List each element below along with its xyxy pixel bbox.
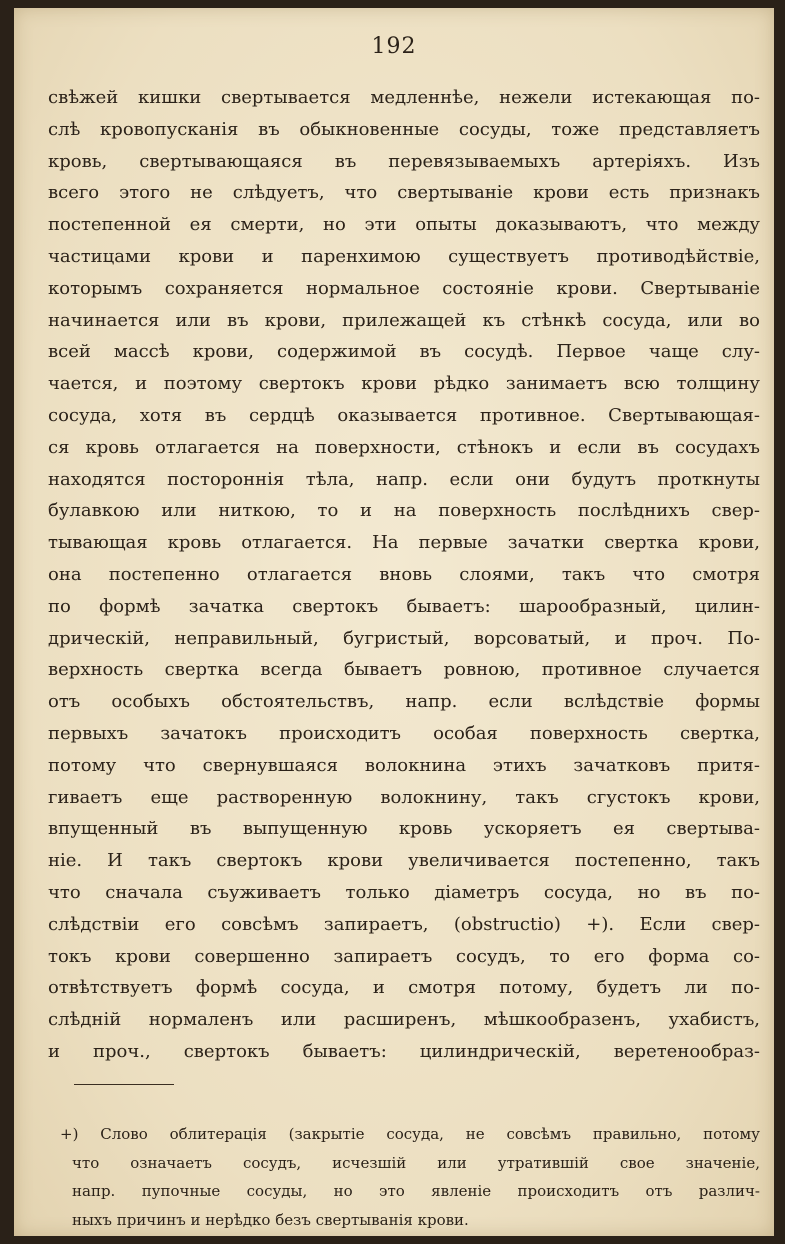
text-line: тывающая кровь отлагается. На первые зачатки свертка крови, — [48, 532, 760, 554]
text-line: токъ крови совершенно запираетъ сосудъ, то его форма со- — [48, 945, 760, 967]
footnote — [60, 1120, 760, 1234]
text-line: слѣ кровопусканія въ обыкновенные сосуды, тоже представляетъ — [48, 118, 760, 140]
text-line: гиваетъ еще растворенную волокнину, такъ сгустокъ крови, — [48, 786, 760, 808]
text-line: начинается или въ крови, прилежащей къ стѣнкѣ сосуда, или во — [48, 309, 760, 331]
text-line: верхность свертка всегда бываетъ ровною, противное случается — [48, 659, 760, 681]
text-line: что сначала съуживаетъ только діаметръ сосуда, но въ по- — [48, 881, 760, 903]
text-line: булавкою или ниткою, то и на поверхность послѣднихъ свер- — [48, 500, 760, 522]
text-line: которымъ сохраняется нормальное состояніе крови. Свертываніе — [48, 277, 760, 299]
text-line: потому что свернувшаяся волокнина этихъ зачатковъ притя- — [48, 754, 760, 776]
footnote-line: +) Слово облитерація (закрытіе сосуда, не совсѣмъ правильно, потому — [60, 1125, 760, 1143]
text-line: ся кровь отлагается на поверхности, стѣнокъ и если въ сосудахъ — [48, 436, 760, 458]
book-page — [14, 8, 774, 1236]
body-text — [48, 82, 760, 1068]
text-line: и проч., свертокъ бываетъ: цилиндрическій, веретенообраз- — [48, 1040, 760, 1062]
footnote-rule — [74, 1084, 174, 1085]
text-line: отвѣтствуетъ формѣ сосуда, и смотря потому, будетъ ли по- — [48, 977, 760, 999]
text-line: первыхъ зачатокъ происходитъ особая поверхность свертка, — [48, 722, 760, 744]
footnote-line: напр. пупочные сосуды, но это явленіе происходитъ отъ различ- — [72, 1182, 760, 1200]
text-line: всего этого не слѣдуетъ, что свертываніе крови есть признакъ — [48, 182, 760, 204]
text-line: всей массѣ крови, содержимой въ сосудѣ. Первое чаще слу- — [48, 341, 760, 363]
text-line: кровь, свертывающаяся въ перевязываемыхъ артеріяхъ. Изъ — [48, 150, 760, 172]
page-number: 192 — [371, 34, 417, 59]
text-line: по формѣ зачатка свертокъ бываетъ: шарообразный, цилин- — [48, 595, 760, 617]
text-line: слѣдній нормаленъ или расширенъ, мѣшкообразенъ, ухабистъ, — [48, 1009, 760, 1031]
text-line: чается, и поэтому свертокъ крови рѣдко занимаетъ всю толщину — [48, 373, 760, 395]
text-line: частицами крови и паренхимою существуетъ противодѣйствіе, — [48, 245, 760, 267]
footnote-line: что означаетъ сосудъ, исчезшій или утратившій свое значеніе, — [72, 1153, 760, 1172]
text-line: постепенной ея смерти, но эти опыты доказываютъ, что между — [48, 214, 760, 236]
text-line: дрическій, неправильный, бугристый, ворсоватый, и проч. По- — [48, 627, 760, 649]
text-line: находятся постороннія тѣла, напр. если они будутъ проткнуты — [48, 468, 760, 490]
text-line: свѣжей кишки свертывается медленнѣе, нежели истекающая по- — [48, 87, 760, 108]
text-line: слѣдствіи его совсѣмъ запираетъ, (obstructio) +). Если свер- — [48, 913, 760, 935]
text-line: ніе. И такъ свертокъ крови увеличивается постепенно, такъ — [48, 850, 760, 872]
text-line: отъ особыхъ обстоятельствъ, напр. если вслѣдствіе формы — [48, 691, 760, 713]
footnote-line: ныхъ причинъ и нерѣдко безъ свертыванія крови. — [72, 1210, 469, 1229]
text-line: сосуда, хотя въ сердцѣ оказывается противное. Свертывающая- — [48, 404, 760, 426]
text-line: впущенный въ выпущенную кровь ускоряетъ ея свертыва- — [48, 818, 760, 840]
text-line: она постепенно отлагается вновь слоями, такъ что смотря — [48, 563, 760, 585]
